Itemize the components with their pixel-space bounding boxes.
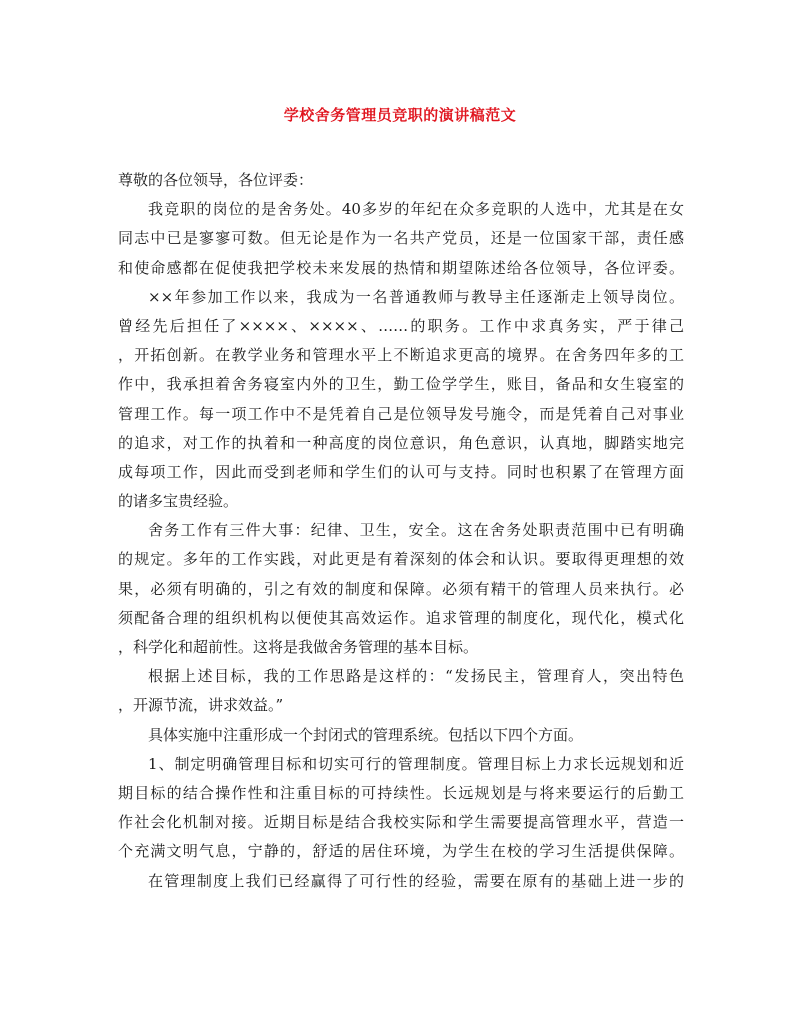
paragraph-line: 作社会化机制对接。近期目标是结合我校实际和学生需要提高管理水平，营造一 bbox=[118, 813, 684, 832]
document-body bbox=[118, 166, 684, 896]
paragraph-line: 在管理制度上我们已经赢得了可行性的经验，需要在原有的基础上进一步的 bbox=[148, 871, 684, 890]
paragraph-line: 舍务工作有三件大事：纪律、卫生，安全。这在舍务处职责范围中已有明确 bbox=[148, 521, 684, 540]
paragraph-line: ，开拓创新。在教学业务和管理水平上不断追求更高的境界。在舍务四年多的工 bbox=[118, 346, 684, 365]
paragraph-line: 1、制定明确管理目标和切实可行的管理制度。管理目标上力求长远规划和近 bbox=[148, 754, 684, 773]
paragraph-line: ，开源节流，讲求效益。” bbox=[118, 696, 284, 715]
paragraph-line: ，科学化和超前性。这将是我做舍务管理的基本目标。 bbox=[118, 638, 479, 656]
paragraph-line: 期目标的结合操作性和注重目标的可持续性。长远规划是与将来要运行的后勤工 bbox=[118, 783, 684, 802]
paragraph-line: ××年参加工作以来，我成为一名普通教师与教导主任逐渐走上领导岗位。 bbox=[148, 287, 684, 306]
paragraph-line: 曾经先后担任了××××、××××、……的职务。工作中求真务实，严于律己 bbox=[118, 316, 684, 335]
paragraph-line: 的追求，对工作的执着和一种高度的岗位意识，角色意识，认真地，脚踏实地完 bbox=[118, 433, 684, 452]
paragraph-line: 同志中已是寥寥可数。但无论是作为一名共产党员，还是一位国家干部，责任感 bbox=[118, 229, 684, 248]
paragraph-line: 须配备合理的组织机构以便使其高效运作。追求管理的制度化，现代化，模式化 bbox=[118, 608, 684, 627]
paragraph-line: 和使命感都在促使我把学校未来发展的热情和期望陈述给各位领导，各位评委。 bbox=[118, 258, 684, 277]
paragraph-line: 的规定。多年的工作实践，对此更是有着深刻的体会和认识。要取得更理想的效 bbox=[118, 550, 684, 569]
paragraph-line: 果，必须有明确的，引之有效的制度和保障。必须有精干的管理人员来执行。必 bbox=[118, 579, 684, 598]
salutation-line: 尊敬的各位领导，各位评委： bbox=[118, 171, 314, 189]
paragraph-line: 个充满文明气息，宁静的，舒适的居住环境，为学生在校的学习生活提供保障。 bbox=[118, 842, 684, 861]
paragraph-line: 作中，我承担着舍务寝室内外的卫生，勤工俭学学生，账目，备品和女生寝室的 bbox=[118, 375, 684, 394]
paragraph-line: 我竞职的岗位的是舍务处。40多岁的年纪在众多竞职的人选中，尤其是在女 bbox=[148, 200, 684, 219]
paragraph-line: 成每项工作，因此而受到老师和学生们的认可与支持。同时也积累了在管理方面 bbox=[118, 462, 684, 481]
paragraph-line: 管理工作。每一项工作中不是凭着自己是位领导发号施令，而是凭着自己对事业 bbox=[118, 404, 684, 423]
paragraph-line: 具体实施中注重形成一个封闭式的管理系统。包括以下四个方面。 bbox=[148, 725, 584, 744]
document-title: 学校舍务管理员竞职的演讲稿范文 bbox=[283, 106, 517, 124]
paragraph-line: 的诸多宝贵经验。 bbox=[118, 492, 239, 511]
paragraph-line: 根据上述目标，我的工作思路是这样的：“发扬民主，管理育人，突出特色 bbox=[148, 667, 684, 686]
